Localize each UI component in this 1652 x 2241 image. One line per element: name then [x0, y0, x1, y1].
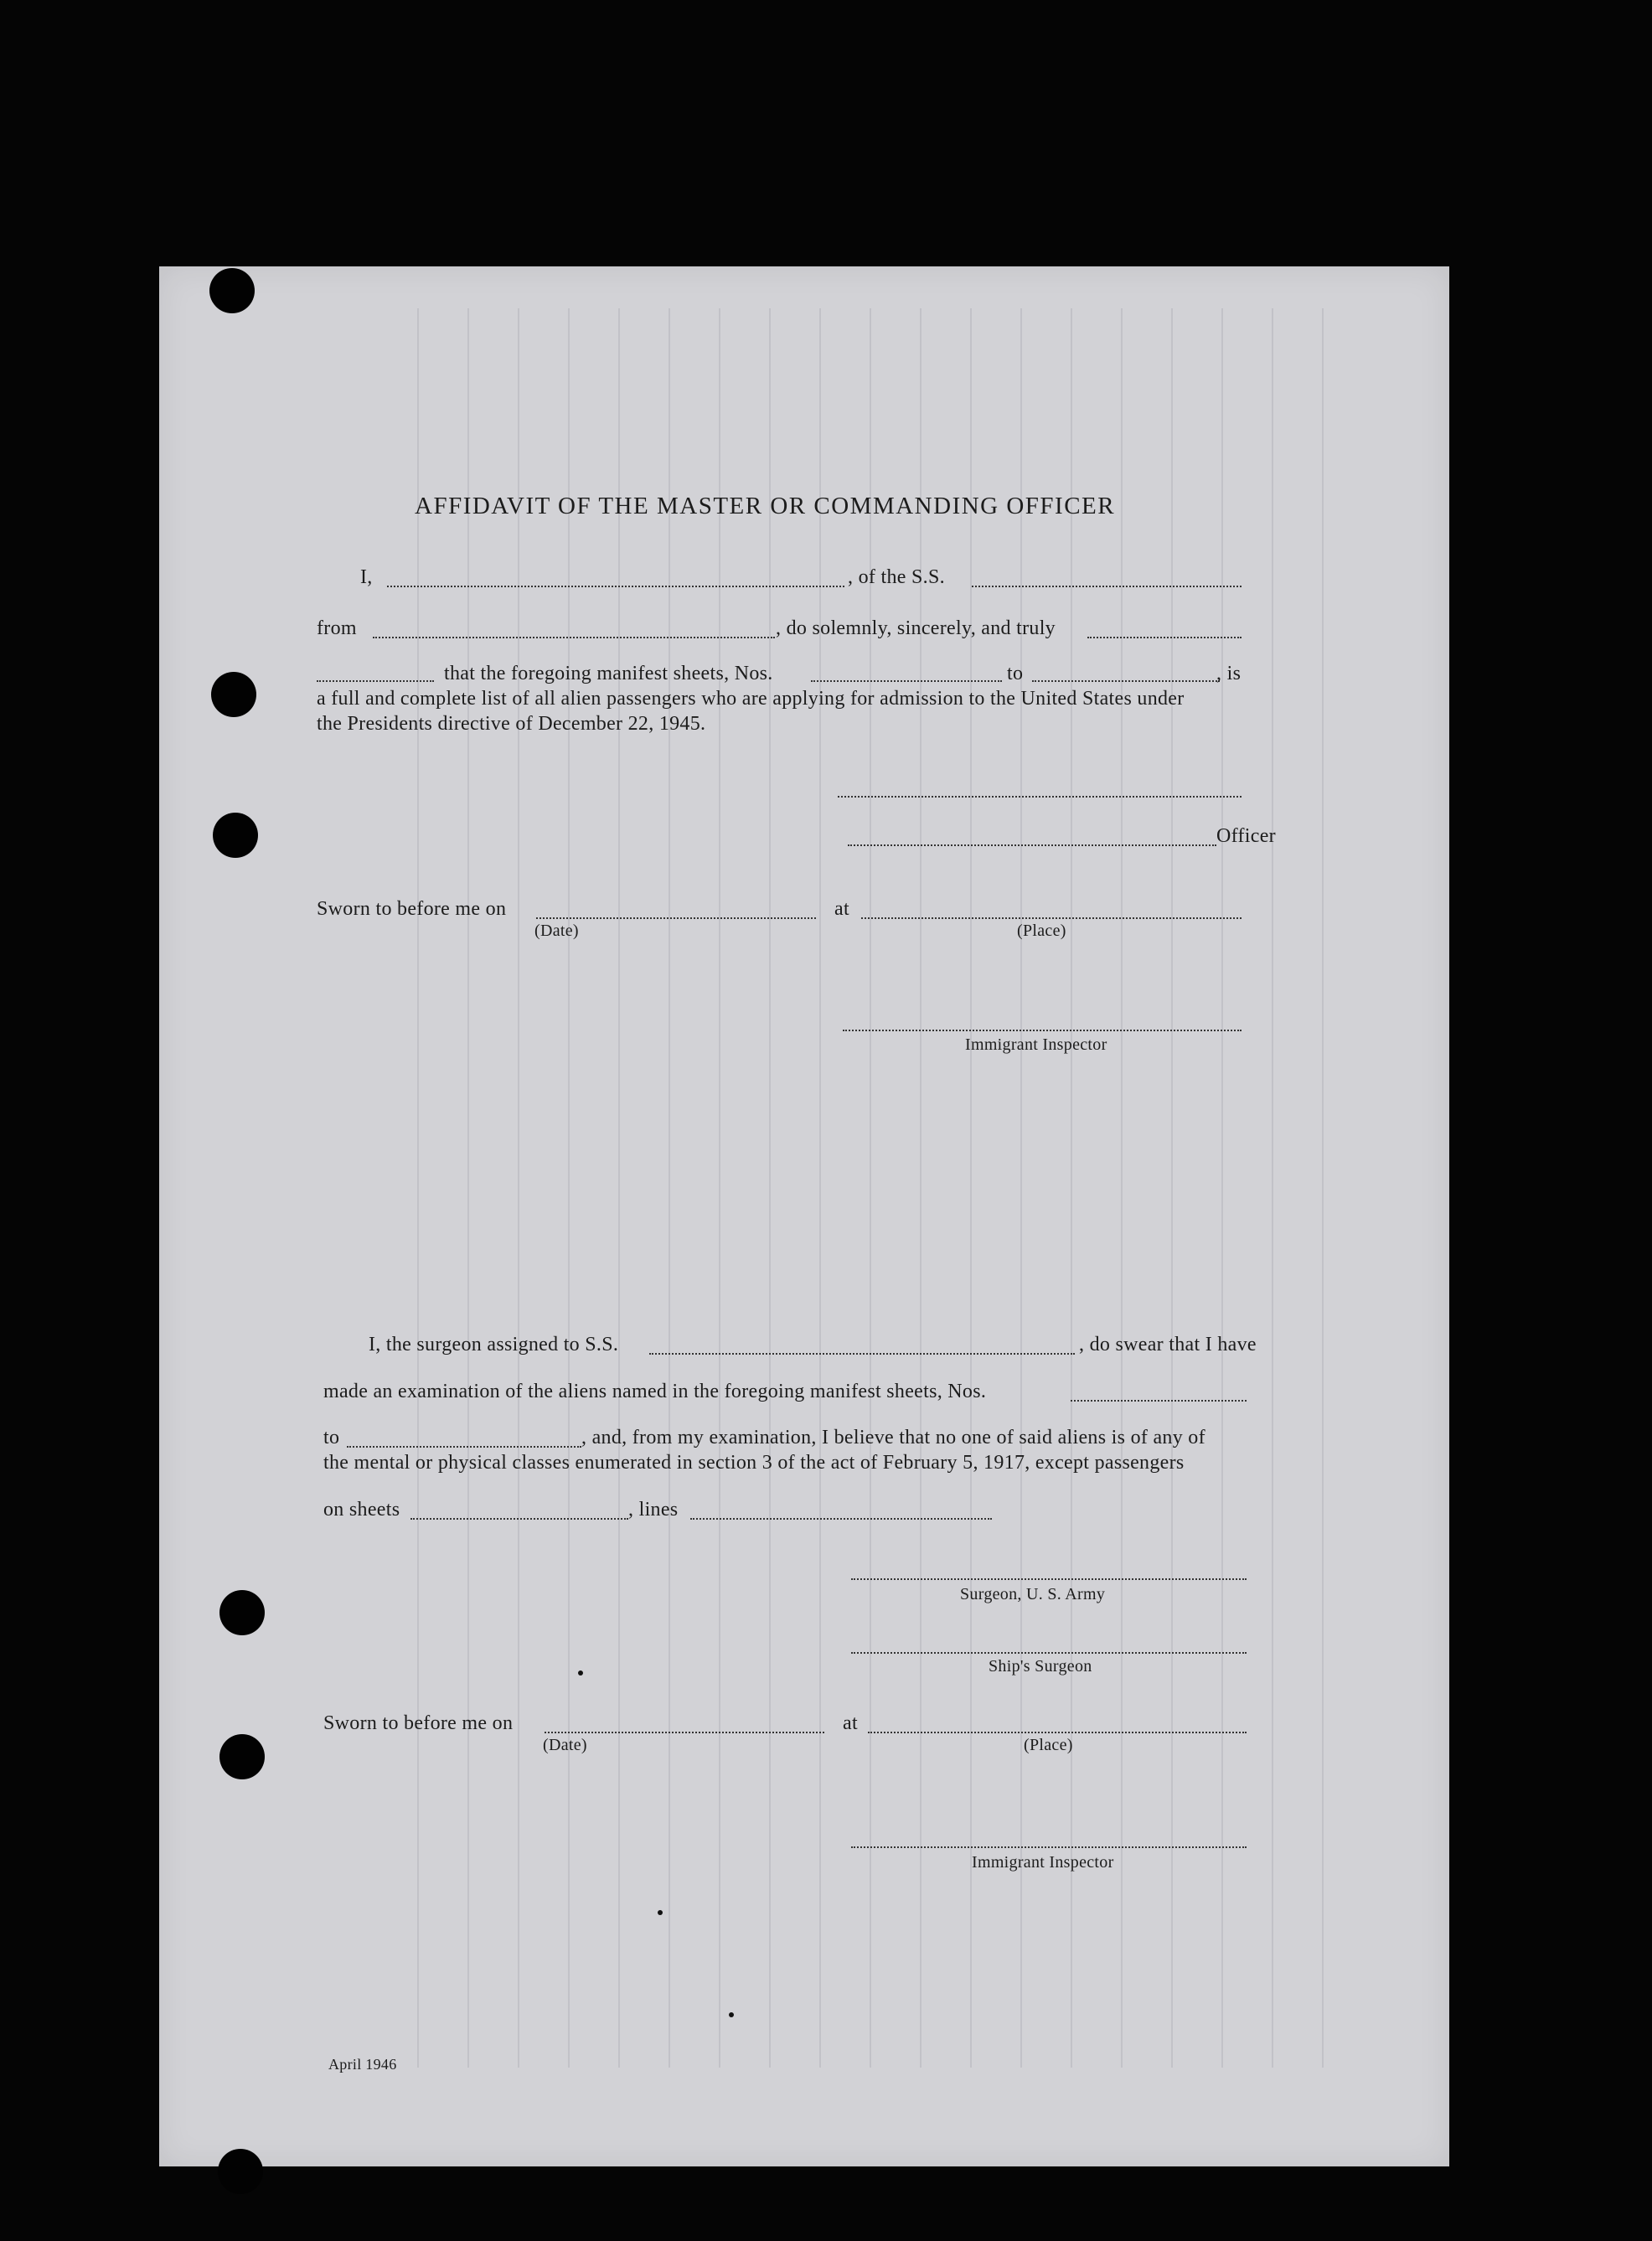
surgeon-line4: the mental or physical classes enumerated in section 3 of the act of February 5, 1917, except passengers: [323, 1452, 1185, 1474]
affidavit-master-title: AFFIDAVIT OF THE MASTER OR COMMANDING OFFICER: [415, 493, 1116, 519]
master-line1-of-ss: , of the S.S.: [848, 566, 945, 588]
master-line3-manifest: that the foregoing manifest sheets, Nos.: [444, 663, 773, 684]
surgeon-sworn-at: at: [843, 1712, 858, 1734]
punch-hole: [209, 268, 255, 313]
surgeon-sworn-label: Sworn to before me on: [323, 1712, 514, 1734]
ink-speck: [578, 1670, 583, 1676]
surgeon-ship-field[interactable]: [649, 1353, 1075, 1355]
ink-speck: [658, 1910, 663, 1915]
master-date-caption: (Date): [534, 922, 579, 940]
master-sworn-at: at: [834, 898, 849, 920]
master-line3-to: to: [1007, 663, 1024, 684]
master-oath-field[interactable]: [1087, 637, 1242, 638]
master-sworn-label: Sworn to before me on: [317, 898, 507, 920]
master-sheets-from-field[interactable]: [811, 680, 1002, 682]
surgeon-sheets-from-field[interactable]: [1071, 1400, 1247, 1402]
surgeon-ship-signature-field[interactable]: [851, 1652, 1247, 1654]
surgeon-line2: made an examination of the aliens named in the foregoing manifest sheets, Nos.: [323, 1381, 987, 1402]
surgeon-date-caption: (Date): [543, 1736, 587, 1754]
master-officer-label: Officer: [1216, 825, 1276, 847]
surgeon-sheets-to-field[interactable]: [347, 1446, 581, 1448]
master-line1-i: I,: [360, 566, 373, 588]
master-inspector-caption: Immigrant Inspector: [965, 1035, 1107, 1054]
surgeon-army-signature-field[interactable]: [851, 1578, 1247, 1580]
master-port-field[interactable]: [373, 637, 775, 638]
master-oath-verb-field[interactable]: [317, 680, 434, 682]
surgeon-place-caption: (Place): [1024, 1736, 1073, 1754]
punch-hole: [219, 1590, 265, 1635]
master-inspector-signature-field[interactable]: [843, 1030, 1242, 1031]
master-line2-from: from: [317, 617, 357, 639]
punch-hole: [213, 813, 258, 858]
master-line3-is: , is: [1216, 663, 1242, 684]
surgeon-inspector-caption: Immigrant Inspector: [972, 1853, 1114, 1872]
master-place-caption: (Place): [1017, 922, 1066, 940]
master-line5: the Presidents directive of December 22, 1945.: [317, 713, 706, 735]
surgeon-line5-lines: , lines: [628, 1499, 679, 1521]
surgeon-line1-i: I, the surgeon assigned to S.S.: [369, 1334, 619, 1355]
master-sworn-date-field[interactable]: [536, 917, 816, 919]
surgeon-army-caption: Surgeon, U. S. Army: [960, 1585, 1106, 1603]
surgeon-line1-swear: , do swear that I have: [1079, 1334, 1257, 1355]
master-name-field[interactable]: [387, 586, 844, 587]
master-line2-solemnly: , do solemnly, sincerely, and truly: [776, 617, 1056, 639]
surgeon-except-sheets-field[interactable]: [410, 1518, 628, 1520]
surgeon-line3-to: to: [323, 1427, 340, 1448]
master-officer-signature-field[interactable]: [848, 844, 1216, 846]
surgeon-sworn-date-field[interactable]: [545, 1732, 824, 1733]
master-sheets-to-field[interactable]: [1032, 680, 1220, 682]
master-ship-field[interactable]: [972, 586, 1242, 587]
master-sworn-place-field[interactable]: [861, 917, 1242, 919]
ink-speck: [729, 2012, 734, 2017]
punch-hole: [219, 1734, 265, 1779]
surgeon-sworn-place-field[interactable]: [868, 1732, 1247, 1733]
surgeon-ship-caption: Ship's Surgeon: [989, 1657, 1092, 1676]
surgeon-line3-rest: , and, from my examination, I believe that no one of said aliens is of any of: [581, 1427, 1205, 1448]
punch-hole: [218, 2149, 263, 2194]
punch-hole: [211, 672, 256, 717]
form-sheet: [159, 266, 1449, 2166]
surgeon-inspector-signature-field[interactable]: [851, 1846, 1247, 1848]
surgeon-line5-sheets: on sheets: [323, 1499, 400, 1521]
master-signature-field[interactable]: [838, 796, 1242, 798]
surgeon-except-lines-field[interactable]: [690, 1518, 992, 1520]
master-line4: a full and complete list of all alien passengers who are applying for admission to the United States under: [317, 688, 1185, 710]
form-date-footer: April 1946: [328, 2056, 397, 2073]
